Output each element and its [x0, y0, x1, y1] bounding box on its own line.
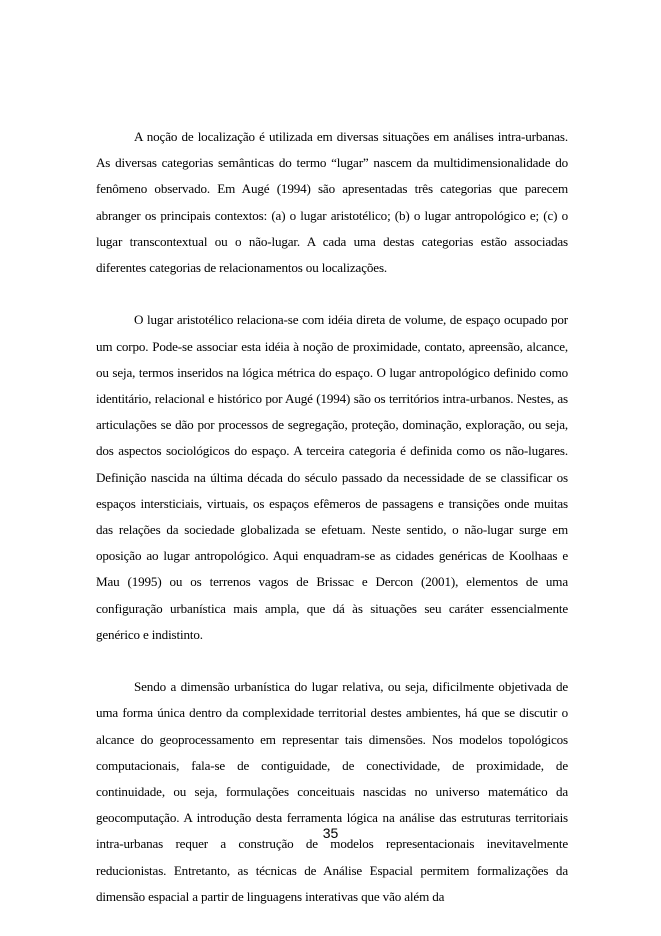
paragraph-1: A noção de localização é utilizada em diversas situações em análises intra-urbanas. As diversas categorias semânticas do termo “lugar” nascem da multidimensionalidade do fenômeno observado. Em Augé (1994) são apresentadas três categorias que parecem abranger os principais contextos: (a) o lugar aristotélico; (b) o lugar antropológico e; (c) o lugar transcontextual ou o não-lugar. A cada uma destas categorias estão associadas diferentes categorias de relacionamentos ou localizações. — [96, 129, 568, 276]
paragraph-2: O lugar aristotélico relaciona-se com idéia direta de volume, de espaço ocupado por um corpo. Pode-se associar esta idéia à noção de proximidade, contato, apreensão, alcance, ou seja, termos inseridos na lógica métrica do espaço. O lugar antropológico definido como identitário, relacional e histórico por Augé (1994) são os territórios intra-urbanos. Nestes, as articulações se dão por processos de segregação, proteção, dominação, exploração, ou seja, dos aspectos sociológicos do espaço. A terceira categoria é definida como os não-lugares. Definição nascida na última década do século passado da necessidade de se classificar os espaços intersticiais, virtuais, os espaços efêmeros de passagens e transições onde muitas das relações da sociedade globalizada se efetuam. Neste sentido, o não-lugar surge em oposição ao lugar antropológico. Aqui enquadram-se as cidades genéricas de Koolhaas e Mau (1995) ou os terrenos vagos de Brissac e Dercon (2001), elementos de uma configuração urbanística mais ampla, que dá às situações seu caráter essencialmente genérico e indistinto. — [96, 312, 568, 642]
paragraph-3: Sendo a dimensão urbanística do lugar relativa, ou seja, dificilmente objetivada de uma forma única dentro da complexidade territorial destes ambientes, há que se discutir o alcance do geoprocessamento em representar tais dimensões. Nos modelos topológicos computacionais, fala-se de contiguidade, de conectividade, de proximidade, de continuidade, ou seja, formulações conceituais nascidas no universo matemático da geocomputação. A introdução desta ferramenta lógica na análise das estruturas territoriais intra-urbanas requer a construção de modelos representacionais inevitavelmente reducionistas. Entretanto, as técnicas de Análise Espacial permitem formalizações da dimensão espacial a partir de linguagens interativas que vão além da — [96, 679, 568, 904]
page-number: 35 — [322, 825, 339, 841]
body-text — [96, 124, 568, 910]
